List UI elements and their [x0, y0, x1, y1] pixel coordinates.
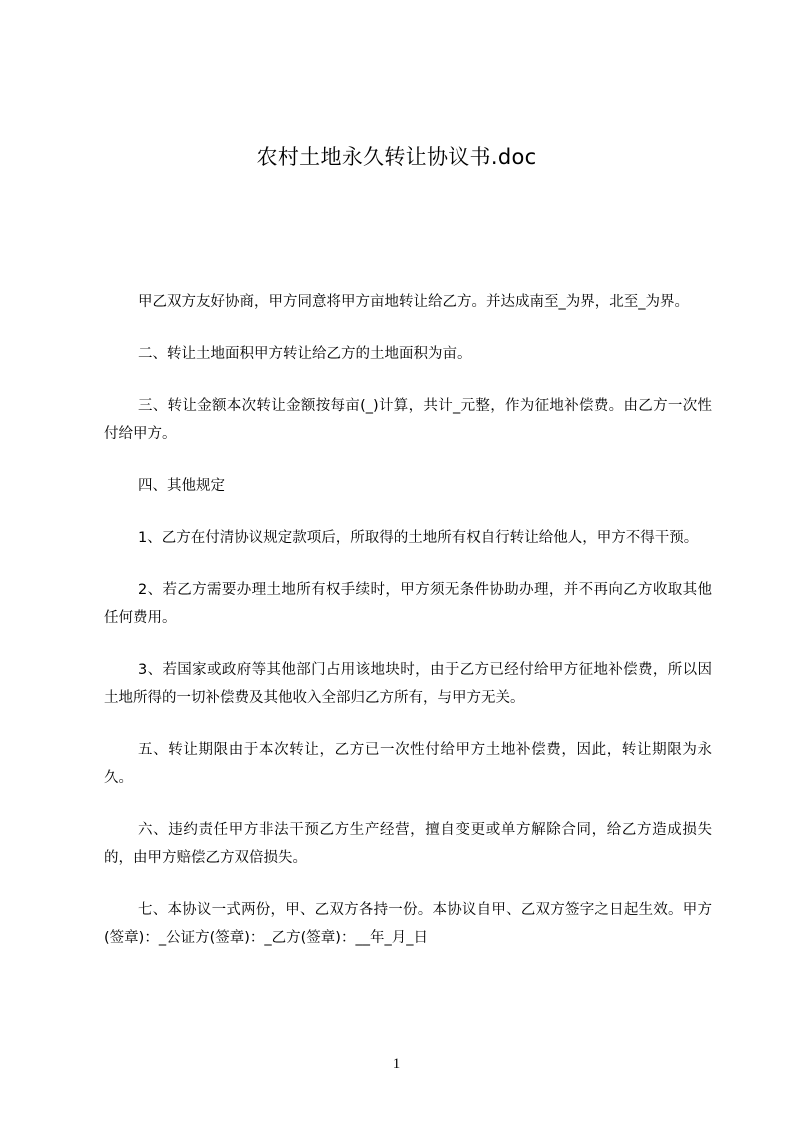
paragraph-section-3: 三、转让金额本次转让金额按每亩(_)计算，共计_元整，作为征地补偿费。由乙方一次性付给甲方。	[104, 398, 712, 442]
paragraph-section-2: 二、转让土地面积甲方转让给乙方的土地面积为亩。	[138, 346, 472, 362]
paragraph-intro: 甲乙双方友好协商，甲方同意将甲方亩地转让给乙方。并达成南至_为界，北至_为界。	[138, 294, 689, 310]
paragraph-section-4-heading: 四、其他规定	[138, 478, 225, 494]
paragraph-rule-3: 3、若国家或政府等其他部门占用该地块时，由于乙方已经付给甲方征地补偿费，所以因土地所得的一切补偿费及其他收入全部归乙方所有，与甲方无关。	[104, 662, 712, 706]
paragraph-rule-2: 2、若乙方需要办理土地所有权手续时，甲方须无条件协助办理，并不再向乙方收取其他任何费用。	[104, 582, 712, 626]
paragraph-section-6: 六、违约责任甲方非法干预乙方生产经营，擅自变更或单方解除合同，给乙方造成损失的，由甲方赔偿乙方双倍损失。	[104, 822, 712, 866]
paragraph-rule-1: 1、乙方在付清协议规定款项后，所取得的土地所有权自行转让给他人，甲方不得干预。	[138, 530, 699, 546]
paragraph-section-5: 五、转让期限由于本次转让，乙方已一次性付给甲方土地补偿费，因此，转让期限为永久。	[104, 742, 712, 786]
page-title: 农村土地永久转让协议书.doc	[256, 145, 537, 169]
page-number: 1	[392, 1056, 401, 1072]
document-body	[104, 288, 712, 976]
paragraph-section-7: 七、本协议一式两份，甲、乙双方各持一份。本协议自甲、乙双方签字之日起生效。甲方(签章)：_公证方(签章)：_乙方(签章)：__年_月_日	[104, 902, 712, 946]
